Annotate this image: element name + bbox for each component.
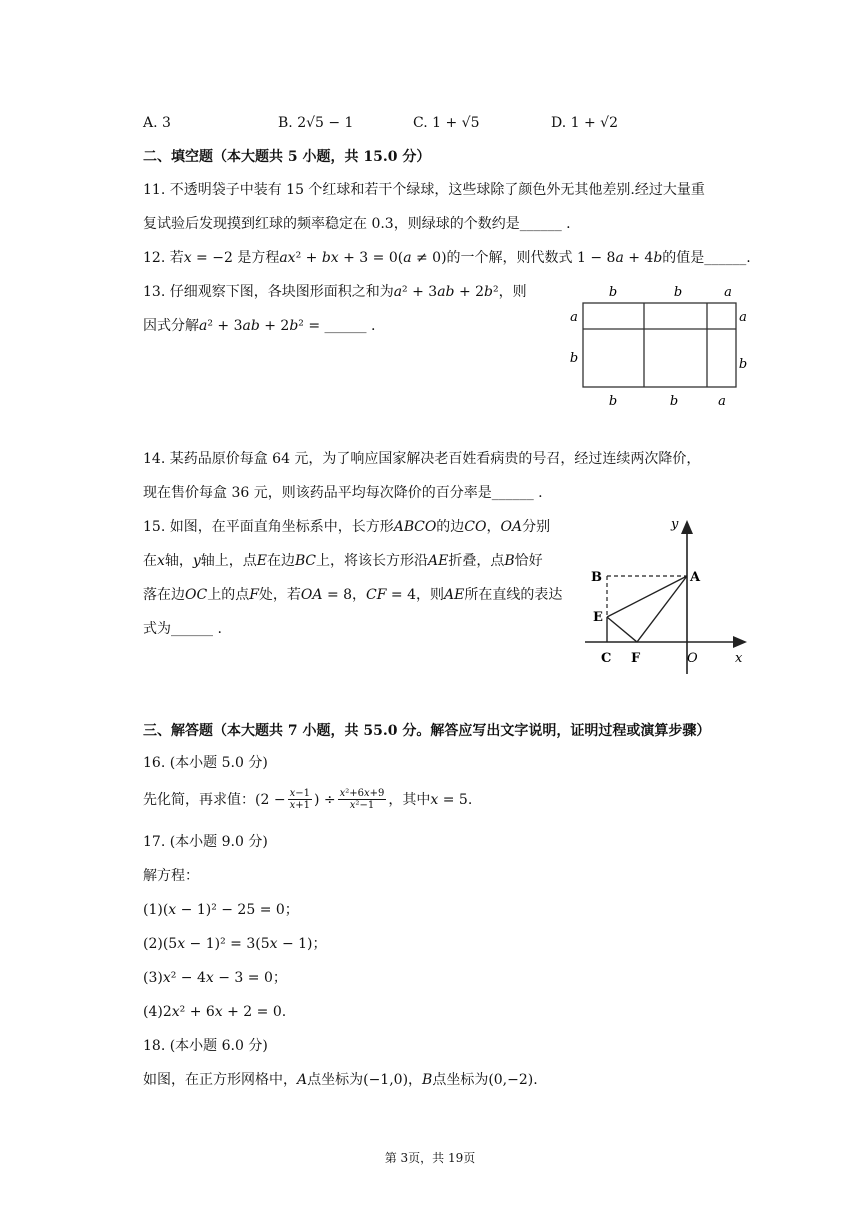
q13-line2: 因式分解𝑎² + 3𝑎𝑏 + 2𝑏² = ______ .: [143, 318, 376, 334]
q14-line1: 14. 某药品原价每盒 64 元，为了响应国家解决老百姓看病贵的号召，经过连续两次降价，: [143, 451, 701, 467]
segment-EF: [607, 617, 637, 642]
right-label-b: b: [738, 357, 748, 372]
label-A: A: [690, 570, 701, 585]
option-b: B. 2√5 − 1: [278, 115, 354, 131]
top-label-a: a: [724, 285, 732, 300]
right-label-a: a: [739, 310, 747, 325]
label-O: O: [687, 651, 698, 666]
q15-line3: 落在边𝑂𝐶上的点𝐹处，若𝑂𝐴 = 8，𝐶𝐹 = 4，则𝐴𝐸所在直线的表达: [143, 587, 563, 603]
bottom-label-b2: b: [669, 394, 679, 409]
q11-line1: 11. 不透明袋子中装有 15 个红球和若干个绿球，这些球除了颜色外无其他差别.经过大量重: [143, 182, 705, 198]
bottom-label-b1: b: [608, 394, 618, 409]
q16-fraction-1: [288, 788, 312, 811]
left-label-a: a: [570, 310, 578, 325]
q15-line4: 式为______ .: [143, 621, 222, 637]
q17-eq4: (4)2𝑥² + 6𝑥 + 2 = 0.: [143, 1004, 287, 1020]
q17-intro: 解方程：: [143, 868, 199, 884]
section-title-fill-in: 二、填空题（本大题共 5 小题，共 15.0 分）: [143, 149, 431, 165]
section-title-solutions: 三、解答题（本大题共 7 小题，共 55.0 分。解答应写出文字说明，证明过程或演算步骤）: [143, 723, 711, 739]
q13-line1: 13. 仔细观察下图，各块图形面积之和为𝑎² + 3𝑎𝑏 + 2𝑏²，则: [143, 284, 527, 300]
bottom-label-a: a: [718, 394, 726, 409]
q17-eq3: (3)𝑥² − 4𝑥 − 3 = 0；: [143, 970, 287, 986]
label-y: y: [671, 517, 679, 532]
top-label-b2: b: [673, 285, 683, 300]
option-c: C. 1 + √5: [413, 115, 480, 131]
q18-header: 18. (本小题 6.0 分): [143, 1038, 268, 1054]
label-B: B: [591, 570, 602, 585]
q17-eq2: (2)(5𝑥 − 1)² = 3(5𝑥 − 1)；: [143, 936, 327, 952]
coordinate-figure: [585, 512, 755, 678]
q16-intro: 先化简，再求值：(2 −: [143, 791, 286, 808]
q15-line2: 在𝑥轴，𝑦轴上，点𝐸在边𝐵𝐶上，将该长方形沿𝐴𝐸折叠，点𝐵恰好: [143, 553, 543, 569]
q12-line1: 12. 若𝑥 = −2 是方程𝑎𝑥² + 𝑏𝑥 + 3 = 0(𝑎 ≠ 0)的一个解，则代数式 1 − 8𝑎 + 4𝑏的值是______.: [143, 250, 751, 266]
segment-FA: [637, 576, 687, 642]
label-x: x: [735, 651, 743, 666]
x-axis-arrow-icon: [733, 636, 747, 648]
area-figure: [560, 276, 760, 416]
q16-frac2-num: 𝑥²+6𝑥+9: [339, 788, 385, 799]
top-label-b1: b: [608, 285, 618, 300]
q14-line2: 现在售价每盒 36 元，则该药品平均每次降价的百分率是______ .: [143, 485, 543, 501]
label-C: C: [601, 651, 612, 666]
label-E: E: [593, 610, 603, 625]
q16-expression: [143, 788, 472, 811]
y-axis-arrow-icon: [681, 520, 693, 534]
q16-fraction-2: [338, 788, 387, 811]
q18-line1: 如图，在正方形网格中，𝐴点坐标为(−1,0)，𝐵点坐标为(0,−2).: [143, 1072, 538, 1088]
q16-frac1-num: 𝑥−1: [289, 788, 310, 799]
q16-header: 16. (本小题 5.0 分): [143, 755, 268, 771]
q16-mid: ) ÷: [313, 791, 336, 808]
q17-eq1: (1)(𝑥 − 1)² − 25 = 0；: [143, 902, 299, 918]
q17-header: 17. (本小题 9.0 分): [143, 834, 268, 850]
q16-frac1-den: 𝑥+1: [289, 800, 310, 811]
label-F: F: [631, 651, 641, 666]
segment-EA: [607, 576, 687, 617]
q15-line1: 15. 如图，在平面直角坐标系中，长方形𝐴𝐵𝐶𝑂的边𝐶𝑂，𝑂𝐴分别: [143, 519, 551, 535]
left-label-b: b: [569, 351, 579, 366]
option-d: D. 1 + √2: [551, 115, 618, 131]
option-a: A. 3: [143, 115, 171, 131]
q16-frac2-den: 𝑥²−1: [349, 800, 375, 811]
area-outer-rect: [583, 303, 736, 387]
q16-tail: ，其中𝑥 = 5.: [388, 791, 473, 808]
q11-line2: 复试验后发现摸到红球的频率稳定在 0.3，则绿球的个数约是______ .: [143, 216, 571, 232]
page-footer: 第 3页，共 19页: [384, 1151, 476, 1165]
